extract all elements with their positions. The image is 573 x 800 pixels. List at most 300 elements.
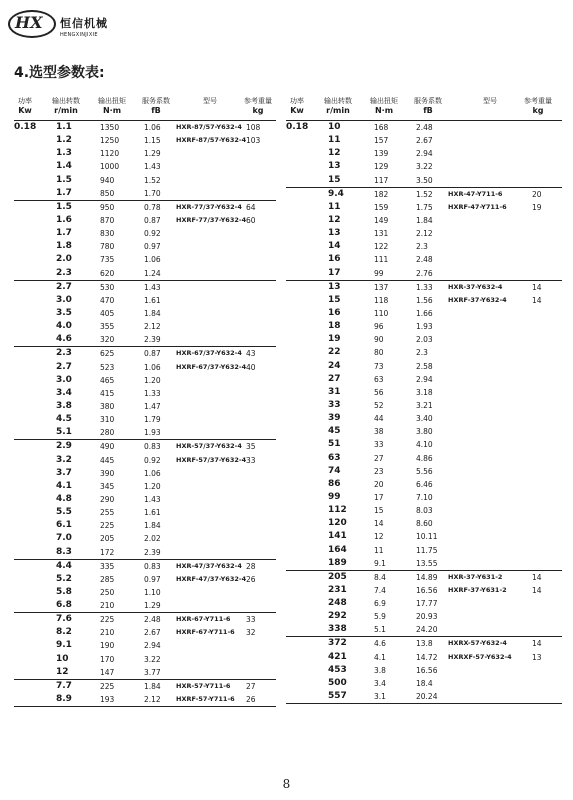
weight-cell: 14 [532,585,542,595]
weight-cell: 40 [246,362,256,372]
weight-cell: 14 [532,639,542,649]
factor-cell: 1.33 [144,388,161,398]
header-weight: 参考重量 kg [524,97,552,115]
torque-cell: 390 [100,468,115,478]
table-row [286,333,562,346]
weight-cell: 14 [532,295,542,305]
weight-cell: 35 [246,442,256,452]
torque-cell: 523 [100,362,115,372]
speed-cell: 12 [56,666,69,677]
factor-cell: 1.84 [144,308,161,318]
table-row [14,480,276,493]
table-row [286,227,562,240]
factor-cell: 1.66 [416,308,433,318]
factor-cell: 2.48 [144,615,161,625]
torque-cell: 73 [374,361,384,371]
speed-cell: 500 [328,677,347,688]
table-row [286,412,562,425]
factor-cell: 3.21 [416,400,433,410]
factor-cell: 0.83 [144,442,161,452]
page-number: 8 [282,777,291,791]
model-cell: HXR-57-Y711-6 [176,681,231,690]
model-cell: HXRF-47-Y711-6 [448,202,507,211]
model-cell: HXRX-57-Y632-4 [448,639,507,648]
speed-cell: 2.7 [56,361,72,372]
table-row [286,346,562,359]
factor-cell: 2.94 [144,641,161,651]
torque-cell: 3.1 [374,692,386,702]
torque-cell: 6.9 [374,599,386,609]
factor-cell: 2.02 [144,534,161,544]
weight-cell: 108 [246,123,261,132]
speed-cell: 557 [328,691,347,702]
torque-cell: 870 [100,215,115,225]
torque-cell: 950 [100,202,115,212]
factor-cell: 1.52 [416,189,433,199]
torque-cell: 320 [100,335,115,345]
factor-cell: 1.06 [144,255,161,265]
speed-cell: 31 [328,386,341,397]
torque-cell: 118 [374,295,389,305]
model-cell: HXRF-37-Y632-4 [448,295,507,304]
torque-cell: 80 [374,348,384,358]
factor-cell: 2.39 [144,547,161,557]
model-cell: HXR-47/37-Y632-4 [176,561,242,570]
torque-cell: 193 [100,695,115,705]
speed-cell: 2.3 [56,267,72,278]
speed-cell: 7.6 [56,614,72,625]
header-model: 型号 [483,97,497,105]
factor-cell: 1.43 [144,494,161,504]
table-row [286,637,562,650]
table-row [14,294,276,307]
table-row [286,160,562,173]
factor-cell: 2.03 [416,335,433,345]
torque-cell: 157 [374,136,389,146]
speed-cell: 11 [328,201,341,212]
speed-cell: 5.2 [56,573,72,584]
factor-cell: 1.29 [144,149,161,159]
factor-cell: 0.92 [144,229,161,239]
speed-cell: 5.8 [56,586,72,597]
speed-cell: 292 [328,611,347,622]
table-group [286,637,562,704]
speed-cell: 10 [328,122,341,132]
factor-cell: 1.24 [144,268,161,278]
logo-mark: HX [15,13,43,32]
torque-cell: 225 [100,521,115,531]
factor-cell: 1.43 [144,282,161,292]
factor-cell: 2.58 [416,361,433,371]
torque-cell: 465 [100,375,115,385]
table-row [286,651,562,664]
model-cell: HXRF-77/37-Y632-4 [176,215,247,224]
table-row [286,121,562,134]
table-row [14,693,276,706]
speed-cell: 12 [328,148,341,159]
table-row [286,610,562,623]
header-power: 功率 Kw [290,97,304,115]
factor-cell: 20.24 [416,692,438,702]
factor-cell: 18.4 [416,678,433,688]
torque-cell: 5.9 [374,612,386,622]
factor-cell: 10.11 [416,532,438,542]
torque-cell: 8.4 [374,572,386,582]
torque-cell: 830 [100,229,115,239]
speed-cell: 6.8 [56,600,72,611]
speed-cell: 15 [328,294,341,305]
weight-cell: 14 [532,572,542,582]
speed-cell: 421 [328,651,347,662]
factor-cell: 1.47 [144,401,161,411]
table-row [14,626,276,639]
factor-cell: 5.56 [416,466,433,476]
factor-cell: 1.06 [144,362,161,372]
speed-cell: 120 [328,518,347,529]
speed-cell: 22 [328,347,341,358]
torque-cell: 159 [374,202,389,212]
table-row [14,519,276,532]
table-row [286,425,562,438]
speed-cell: 74 [328,465,341,476]
weight-cell: 28 [246,561,256,571]
torque-cell: 168 [374,123,389,132]
weight-cell: 60 [246,215,256,225]
table-row [14,187,276,200]
factor-cell: 2.48 [416,123,433,132]
torque-cell: 7.4 [374,585,386,595]
right-parameter-table [286,94,562,704]
speed-cell: 372 [328,638,347,649]
table-row [14,653,276,666]
left-table-body [14,121,276,707]
table-row [14,532,276,545]
speed-cell: 7.0 [56,533,72,544]
speed-cell: 3.0 [56,294,72,305]
table-row [286,597,562,610]
factor-cell: 2.94 [416,149,433,159]
factor-cell: 13.8 [416,639,433,649]
speed-cell: 2.0 [56,254,72,265]
factor-cell: 14.72 [416,652,438,662]
speed-cell: 231 [328,584,347,595]
table-group [14,281,276,348]
factor-cell: 1.43 [144,162,161,172]
table-row [286,360,562,373]
torque-cell: 280 [100,428,115,438]
speed-cell: 164 [328,544,347,555]
speed-cell: 112 [328,505,347,516]
table-row [286,267,562,280]
speed-cell: 17 [328,267,341,278]
table-row [286,147,562,160]
torque-cell: 3.4 [374,678,386,688]
speed-cell: 51 [328,439,341,450]
table-group [14,613,276,680]
torque-cell: 110 [374,308,389,318]
table-row [286,281,562,294]
table-row [14,599,276,612]
weight-cell: 32 [246,628,256,638]
speed-cell: 1.6 [56,214,72,225]
factor-cell: 2.67 [416,136,433,146]
torque-cell: 625 [100,349,115,359]
torque-cell: 139 [374,149,389,159]
factor-cell: 2.3 [416,242,428,252]
table-row [286,294,562,307]
torque-cell: 620 [100,268,115,278]
speed-cell: 33 [328,399,341,410]
speed-cell: 16 [328,254,341,265]
table-row [286,174,562,187]
torque-cell: 44 [374,414,384,424]
torque-cell: 940 [100,175,115,185]
weight-cell: 26 [246,574,256,584]
table-row [14,493,276,506]
torque-cell: 27 [374,453,384,463]
table-row [14,400,276,413]
table-row [14,426,276,439]
torque-cell: 129 [374,162,389,172]
torque-cell: 490 [100,442,115,452]
header-weight: 参考重量 kg [244,97,272,115]
factor-cell: 13.55 [416,558,438,568]
torque-cell: 117 [374,175,389,185]
model-cell: HXRF-67/37-Y632-4 [176,362,247,371]
table-row [14,613,276,626]
factor-cell: 2.3 [416,348,428,358]
weight-cell: 33 [246,615,256,625]
factor-cell: 3.40 [416,414,433,424]
table-row [286,465,562,478]
factor-cell: 16.56 [416,665,438,675]
model-cell: HXR-87/57-Y632-4 [176,123,242,131]
speed-cell: 11 [328,135,341,146]
torque-cell: 225 [100,681,115,691]
factor-cell: 0.97 [144,574,161,584]
model-cell: HXR-67-Y711-6 [176,615,231,624]
torque-cell: 4.6 [374,639,386,649]
speed-cell: 1.5 [56,201,72,212]
speed-cell: 4.8 [56,493,72,504]
header-factor: 服务系数 fB [142,97,170,115]
speed-cell: 13 [328,228,341,239]
factor-cell: 4.10 [416,440,433,450]
company-logo [8,8,136,48]
torque-cell: 210 [100,628,115,638]
factor-cell: 14.89 [416,572,438,582]
torque-cell: 250 [100,587,115,597]
table-row [14,560,276,573]
torque-cell: 335 [100,561,115,571]
table-row [286,623,562,636]
factor-cell: 2.76 [416,268,433,278]
speed-cell: 12 [328,214,341,225]
table-header [14,94,276,121]
torque-cell: 1250 [100,136,120,146]
table-row [14,347,276,360]
torque-cell: 56 [374,387,384,397]
speed-cell: 141 [328,531,347,542]
torque-cell: 290 [100,494,115,504]
model-cell: HXRF-87/57-Y632-4 [176,136,247,145]
torque-cell: 111 [374,255,389,265]
right-table-body [286,121,562,704]
torque-cell: 90 [374,335,384,345]
model-cell: HXRF-57/37-Y632-4 [176,455,247,464]
factor-cell: 0.87 [144,349,161,359]
factor-cell: 1.20 [144,375,161,385]
speed-cell: 27 [328,373,341,384]
torque-cell: 1000 [100,162,120,172]
weight-cell: 64 [246,202,256,212]
power-cell: 0.18 [286,122,309,132]
table-group [286,571,562,638]
torque-cell: 1120 [100,149,120,159]
model-cell: HXRF-47/37-Y632-4 [176,574,247,583]
factor-cell: 11.75 [416,545,438,555]
header-torque: 输出扭矩 N·m [98,97,126,115]
table-row [286,530,562,543]
table-row [14,413,276,426]
table-row [286,517,562,530]
speed-cell: 8.2 [56,627,72,638]
model-cell: HXR-57/37-Y632-4 [176,442,242,451]
speed-cell: 1.3 [56,148,72,159]
speed-cell: 3.0 [56,374,72,385]
speed-cell: 8.9 [56,694,72,705]
logo-name-en: HENGXINJIXIE [60,32,98,38]
torque-cell: 310 [100,415,115,425]
torque-cell: 131 [374,229,389,239]
speed-cell: 13 [328,281,341,292]
weight-cell: 20 [532,189,542,199]
table-row [286,452,562,465]
factor-cell: 3.80 [416,427,433,437]
speed-cell: 2.3 [56,348,72,359]
table-row [286,214,562,227]
factor-cell: 1.84 [144,521,161,531]
speed-cell: 3.5 [56,307,72,318]
model-cell: HXR-47-Y711-6 [448,189,503,198]
power-cell: 0.18 [14,122,37,132]
table-row [14,546,276,559]
table-row [14,227,276,240]
model-cell: HXRF-37-Y631-2 [448,585,507,594]
factor-cell: 1.61 [144,508,161,518]
table-group [286,121,562,188]
speed-cell: 2.7 [56,281,72,292]
table-row [286,557,562,570]
factor-cell: 3.77 [144,667,161,677]
factor-cell: 0.92 [144,455,161,465]
torque-cell: 415 [100,388,115,398]
table-row [286,677,562,690]
speed-cell: 5.5 [56,507,72,518]
torque-cell: 285 [100,574,115,584]
left-parameter-table [14,94,276,707]
speed-cell: 39 [328,413,341,424]
model-cell: HXRXF-57-Y632-4 [448,652,512,661]
torque-cell: 850 [100,188,115,198]
torque-cell: 190 [100,641,115,651]
factor-cell: 1.29 [144,601,161,611]
section-title: 4.选型参数表: [14,65,105,81]
speed-cell: 189 [328,557,347,568]
speed-cell: 2.9 [56,441,72,452]
table-row [14,639,276,652]
factor-cell: 0.78 [144,202,161,212]
table-row [286,253,562,266]
torque-cell: 122 [374,242,389,252]
torque-cell: 530 [100,282,115,292]
table-group [14,560,276,614]
factor-cell: 1.75 [416,202,433,212]
torque-cell: 33 [374,440,384,450]
torque-cell: 380 [100,401,115,411]
speed-cell: 99 [328,491,341,502]
table-row [14,147,276,160]
table-row [286,438,562,451]
header-power: 功率 Kw [18,97,32,115]
factor-cell: 20.93 [416,612,438,622]
table-row [14,160,276,173]
speed-cell: 13 [328,161,341,172]
table-row [14,440,276,453]
table-row [14,240,276,253]
weight-cell: 43 [246,349,256,359]
factor-cell: 1.84 [144,681,161,691]
factor-cell: 2.12 [416,229,433,239]
torque-cell: 17 [374,492,384,502]
table-row [286,399,562,412]
model-cell: HXRF-57-Y711-6 [176,695,235,704]
table-row [14,361,276,374]
torque-cell: 63 [374,374,384,384]
speed-cell: 1.2 [56,135,72,146]
factor-cell: 4.86 [416,453,433,463]
torque-cell: 405 [100,308,115,318]
factor-cell: 1.06 [144,468,161,478]
factor-cell: 2.48 [416,255,433,265]
table-row [14,214,276,227]
factor-cell: 1.93 [144,428,161,438]
table-row [286,134,562,147]
speed-cell: 6.1 [56,520,72,531]
table-row [14,307,276,320]
speed-cell: 10 [56,653,69,664]
factor-cell: 1.79 [144,415,161,425]
speed-cell: 338 [328,624,347,635]
factor-cell: 1.61 [144,295,161,305]
torque-cell: 137 [374,282,389,292]
speed-cell: 1.7 [56,187,72,198]
speed-cell: 4.6 [56,334,72,345]
torque-cell: 170 [100,654,115,664]
speed-cell: 19 [328,334,341,345]
table-row [14,454,276,467]
model-cell: HXR-37-Y631-2 [448,572,503,581]
torque-cell: 9.1 [374,558,386,568]
table-row [14,387,276,400]
torque-cell: 470 [100,295,115,305]
weight-cell: 26 [246,695,256,705]
speed-cell: 205 [328,571,347,582]
table-row [14,374,276,387]
factor-cell: 1.15 [144,136,161,146]
torque-cell: 210 [100,601,115,611]
weight-cell: 19 [532,202,542,212]
